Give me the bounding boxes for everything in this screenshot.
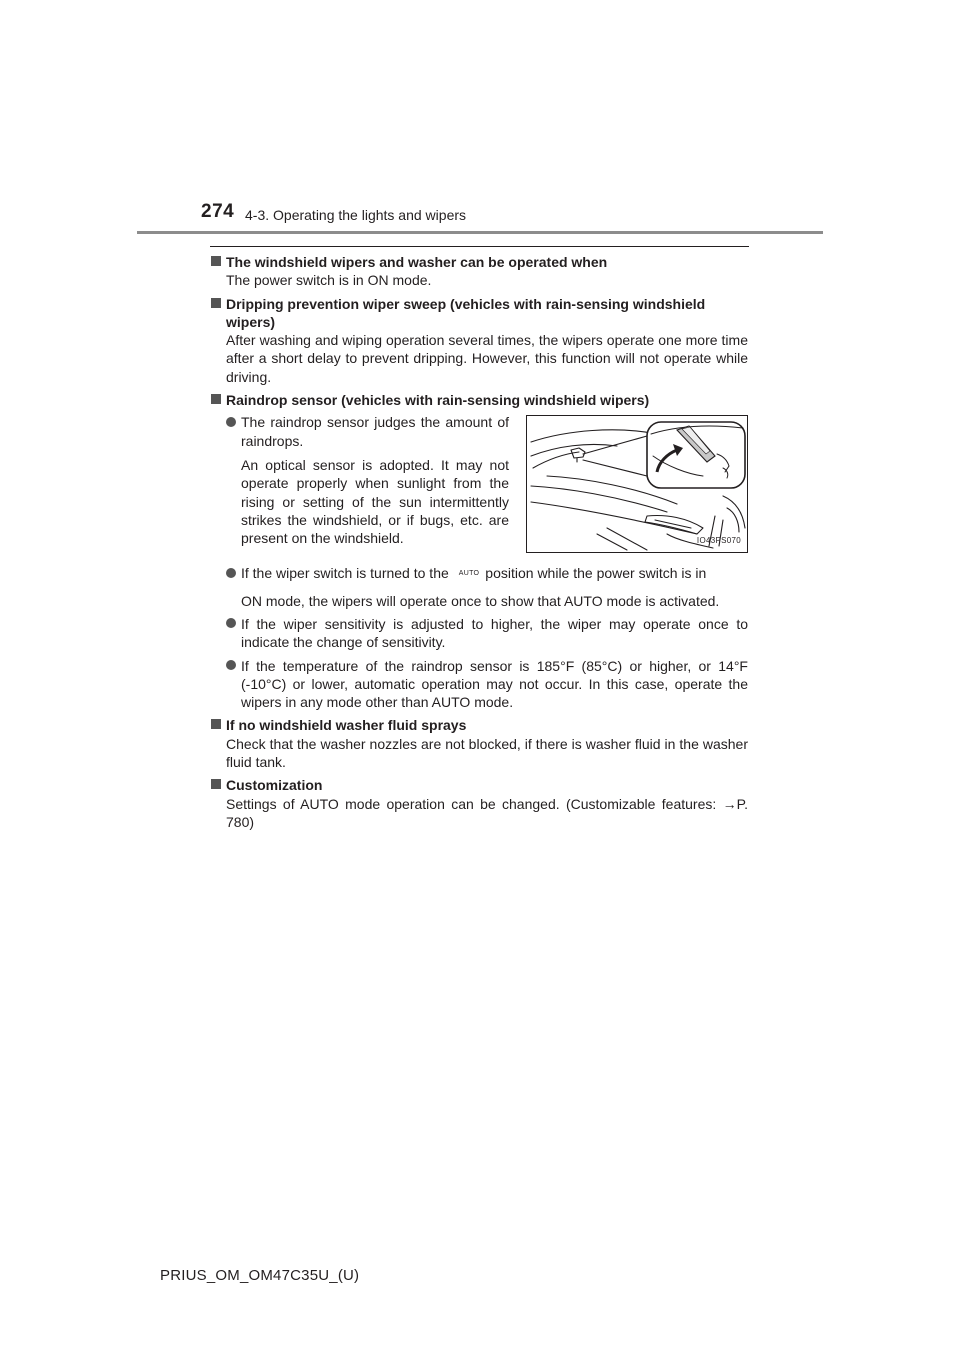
figure-code: IO43PS070 [696, 536, 741, 546]
square-bullet-icon [211, 256, 221, 266]
bullet-raindrop-judges: The raindrop sensor judges the amount of raindrops. [211, 413, 509, 450]
bullet-auto-position: If the wiper switch is turned to the $^{AUTO}$ position while the power switch is in ON mode, the wipers will operate once to show that AUTO mode is activated. [211, 564, 748, 610]
heading-dripping-prevention: Dripping prevention wiper sweep (vehicles with rain-sensing windshield wipers) [211, 295, 748, 332]
square-bullet-icon [211, 394, 221, 404]
header-rule [137, 231, 823, 234]
raindrop-sensor-illustration [526, 415, 748, 553]
document-code: PRIUS_OM_OM47C35U_(U) [160, 1267, 360, 1284]
text-customization: Settings of AUTO mode operation can be changed. (Customizable features: →P. 780) [226, 795, 748, 830]
page-content [211, 253, 748, 831]
section-title: 4-3. Operating the lights and wipers [245, 207, 467, 223]
page-number: 274 [201, 201, 235, 222]
text-auto-activated: ON mode, the wipers will operate once to show that AUTO mode is activated. [241, 592, 720, 609]
text-dripping-prevention: After washing and wiping operation several times, the wipers operate one more time after a short delay to prevent dripping. However, this function will not operate while driving. [226, 332, 748, 385]
square-bullet-icon [211, 298, 221, 308]
round-bullet-icon [226, 660, 236, 670]
heading-customization: Customization [211, 776, 748, 794]
section-divider [210, 246, 749, 247]
round-bullet-icon [226, 417, 236, 427]
heading-raindrop-sensor: Raindrop sensor (vehicles with rain-sensing windshield wipers) [211, 391, 748, 409]
bullet-sensitivity: If the wiper sensitivity is adjusted to higher, the wiper may operate once to indicate the change of sensitivity. [211, 615, 748, 652]
heading-operated-when: The windshield wipers and washer can be operated when [211, 253, 748, 271]
text-washer-fluid: Check that the washer nozzles are not blocked, if there is washer fluid in the washer fluid tank. [226, 735, 748, 771]
heading-washer-fluid: If no windshield washer fluid sprays [211, 716, 748, 734]
bullet-temperature: If the temperature of the raindrop sensor is 185°F (85°C) or higher, or 14°F (-10°C) or lower, automatic operation may not occur. In this case, operate the wipers in any mode other than AUTO mode. [211, 657, 748, 712]
round-bullet-icon [226, 568, 236, 578]
auto-switch-icon: AUTO [458, 570, 480, 578]
text-operated-when: The power switch is in ON mode. [226, 272, 432, 289]
square-bullet-icon [211, 719, 221, 729]
raindrop-sensor-block [211, 413, 748, 555]
round-bullet-icon [226, 618, 236, 628]
square-bullet-icon [211, 779, 221, 789]
raindrop-sensor-text [211, 413, 509, 547]
text-optical-sensor: An optical sensor is adopted. It may not operate properly when sunlight from the rising or setting of the sun intermittently strikes the windshield, or if bugs, etc. are present on the windshield. [241, 456, 509, 547]
